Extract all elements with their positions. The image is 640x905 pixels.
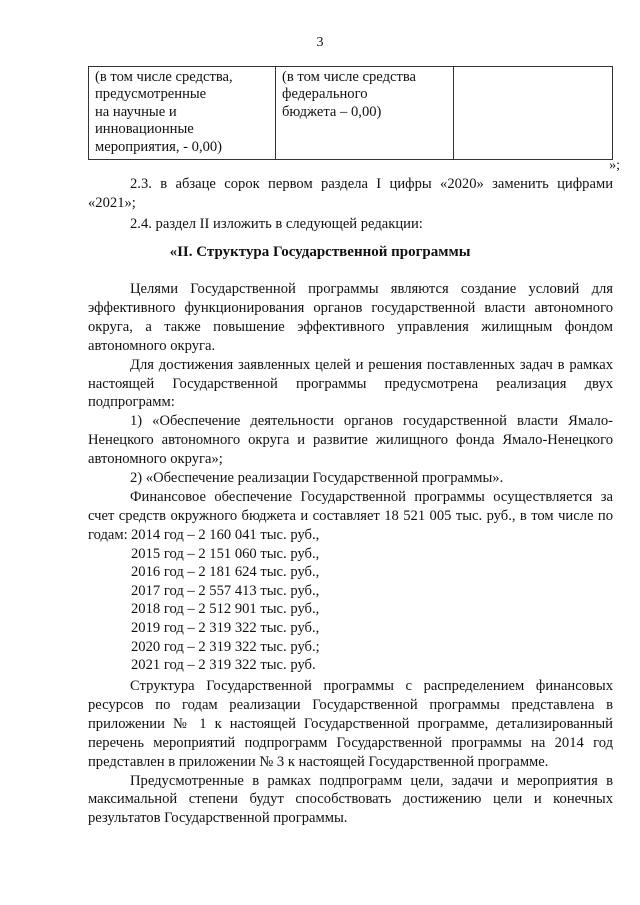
paragraph-subprograms-intro: Для достижения заявленных целей и решения поставленных задач в рамках настоящей Государственной программы предусмотрена реализация двух подпрограмм:	[88, 356, 613, 411]
table-cell-line: бюджета – 0,00)	[282, 103, 382, 120]
table-cell-federal-budget	[275, 67, 453, 159]
section-heading: «II. Структура Государственной программы	[169, 244, 471, 260]
year-row: 2021 год – 2 319 322 тыс. руб.	[131, 657, 316, 674]
paragraph-final: Предусмотренные в рамках подпрограмм цели, задачи и мероприятия в максимальной степени будут способствовать достижению цели и конечных результатов Государственной программы.	[88, 772, 613, 827]
page-number: 3	[316, 35, 324, 50]
amendment-items	[88, 175, 613, 234]
year-row: 2015 год – 2 151 060 тыс. руб.,	[131, 545, 320, 562]
year-row: 2017 год – 2 557 413 тыс. руб.,	[131, 582, 320, 599]
paragraph-structure: Структура Государственной программы с распределением финансовых ресурсов по годам реализации Государственной программы представлена в приложении № 1 к настоящей Государственной программе, детализированный перечень мероприятий подпрограмм Государственной программы на 2014 год представлен в приложении № 3 к настоящей Государственной программе.	[88, 678, 613, 770]
table-cell-line: мероприятия, - 0,00)	[95, 138, 223, 155]
table-cell-line: (в том числе средства,	[95, 69, 233, 85]
section-closing	[88, 677, 613, 828]
year-row: 2014 год – 2 160 041 тыс. руб.,	[131, 527, 320, 543]
section-body	[88, 280, 613, 545]
year-row: 2020 год – 2 319 322 тыс. руб.;	[131, 638, 320, 655]
budget-table-fragment	[88, 66, 613, 160]
table-cell-line: предусмотренные	[95, 86, 207, 103]
paragraph-financing: Финансовое обеспечение Государственной программы осуществляется за счет средств окружного бюджета и составляет 18 521 005 тыс. руб., в том числе по годам:	[88, 488, 613, 543]
table-cell-line: инновационные	[95, 121, 194, 138]
item-2-4: 2.4. раздел II изложить в следующей редакции:	[130, 215, 423, 232]
table-cell-research-funds	[88, 67, 275, 159]
financing-by-year-list	[131, 526, 320, 675]
item-2-3: 2.3. в абзаце сорок первом раздела I цифры «2020» заменить цифрами «2021»;	[88, 176, 613, 211]
paragraph-goals: Целями Государственной программы являются создание условий для эффективного функционирования органов государственной власти автономного округа, а также повышение эффективного управления жилищным фондом автономного округа.	[88, 281, 613, 354]
year-row: 2018 год – 2 512 901 тыс. руб.,	[131, 601, 320, 618]
subprogram-1: 1) «Обеспечение деятельности органов государственной власти Ямало-Ненецкого автономного округа и развитие жилищного фонда Ямало-Ненецкого автономного округа»;	[88, 413, 613, 468]
year-row: 2019 год – 2 319 322 тыс. руб.,	[131, 619, 320, 636]
table-cell-empty	[453, 67, 613, 159]
table-cell-line: федерального	[282, 86, 368, 103]
year-row: 2016 год – 2 181 624 тыс. руб.,	[131, 564, 320, 581]
table-cell-line: (в том числе средства	[282, 69, 417, 85]
table-closing-quote: »;	[609, 158, 620, 173]
table-cell-line: на научные и	[95, 103, 177, 120]
subprogram-2: 2) «Обеспечение реализации Государственной программы».	[130, 470, 504, 487]
